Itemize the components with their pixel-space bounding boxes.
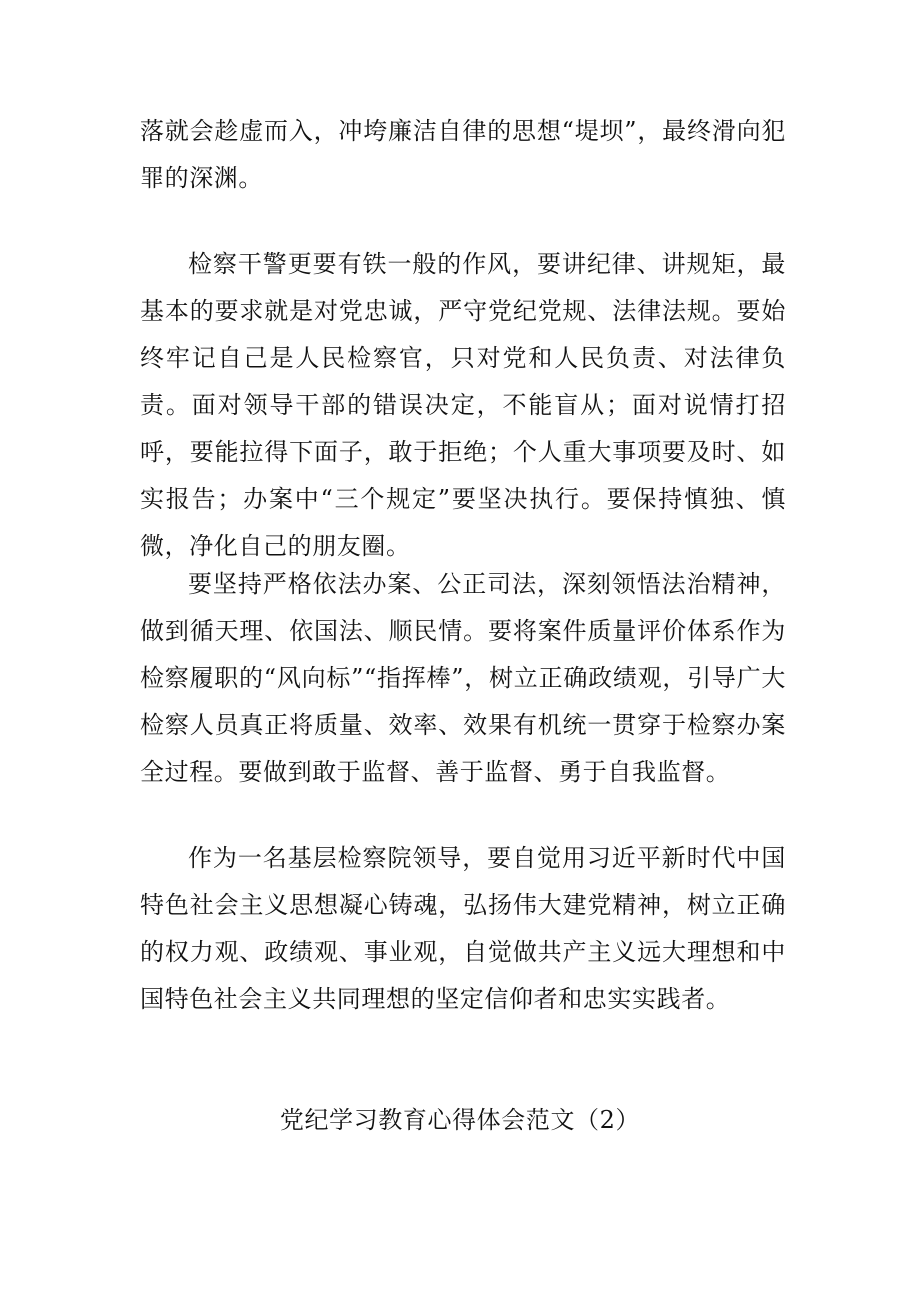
paragraph-discipline: 检察干警更要有铁一般的作风，要讲纪律、讲规矩，最基本的要求就是对党忠诚，严守党纪党规、法律法规。要始终牢记自己是人民检察官，只对党和人民负责、对法律负责。面对领导干部的错误决定，不能盲从；面对说情打招呼，要能拉得下面子，敢于拒绝；个人重大事项要及时、如实报告；办案中“三个规定”要坚决执行。要保持慎独、慎微，净化自己的朋友圈。 [140, 250, 786, 560]
section-title: 党纪学习教育心得体会范文（2） [279, 1106, 641, 1134]
paragraph-justice: 要坚持严格依法办案、公正司法，深刻领悟法治精神，做到循天理、依国法、顺民情。要将案件质量评价体系作为检察履职的“风向标”“指挥棒”，树立正确政绩观，引导广大检察人员真正将质量、效率、效果有机统一贯穿于检察办案全过程。要做到敢于监督、善于监督、勇于自我监督。 [140, 570, 786, 786]
paragraph-continued: 落就会趁虚而入，冲垮廉洁自律的思想“堤坝”，最终滑向犯罪的深渊。 [140, 117, 786, 192]
paragraph-leadership: 作为一名基层检察院领导，要自觉用习近平新时代中国特色社会主义思想凝心铸魂，弘扬伟大建党精神，树立正确的权力观、政绩观、事业观，自觉做共产主义远大理想和中国特色社会主义共同理想的坚定信仰者和忠实实践者。 [140, 844, 786, 1013]
